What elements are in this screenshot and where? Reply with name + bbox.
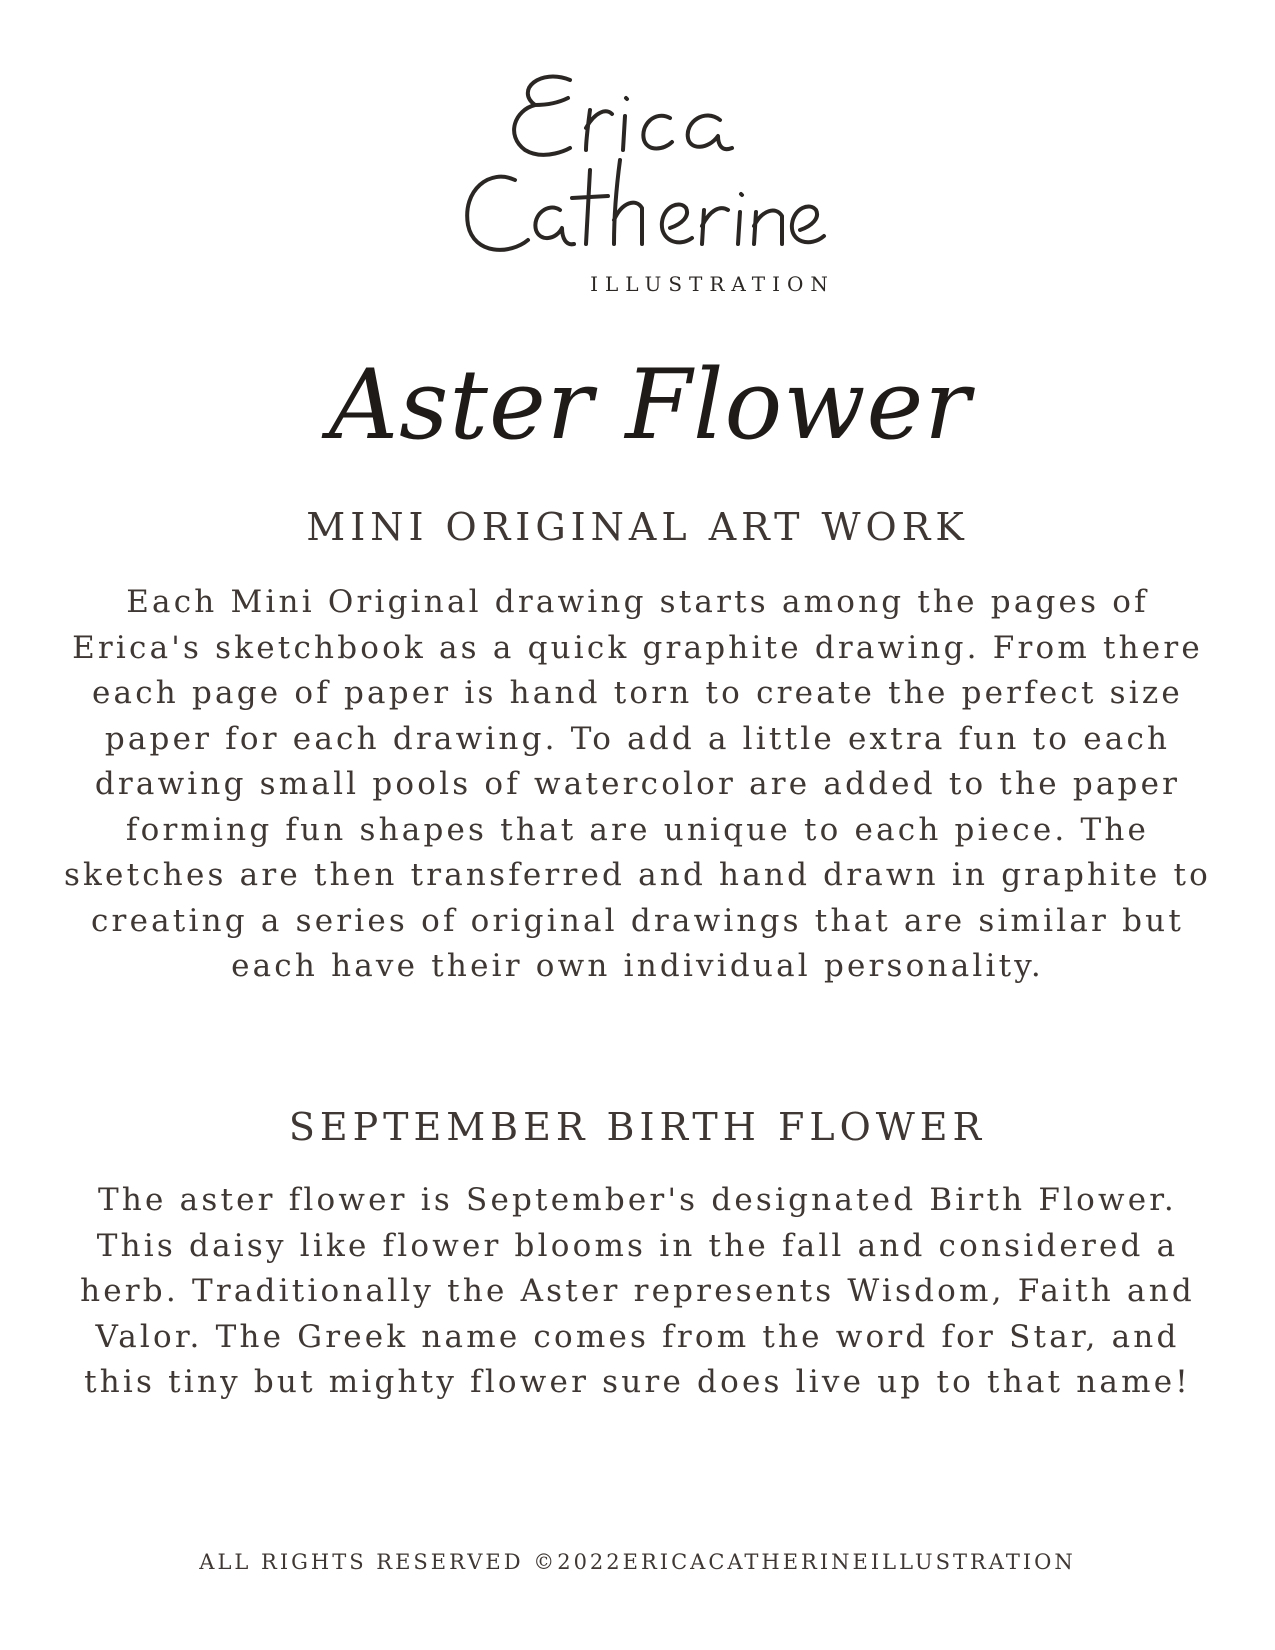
section-body-mini-original: Each Mini Original drawing starts among the pages of Erica's sketchbook as a quick graphite drawing. From there each page of paper is hand torn to create the perfect size paper for each drawing. To add a little extra fun to each drawing small pools of watercolor are added to the paper forming fun shapes that are unique to each piece. The sketches are then transferred and hand drawn in graphite to creating a series of original drawings that are similar but each have their own individual personality. bbox=[63, 584, 1212, 984]
page-title-text: Aster Flower bbox=[328, 349, 972, 461]
section-body-birth-flower: The aster flower is September's designated Birth Flower. This daisy like flower blooms in the fall and considered a herb. Traditionally the Aster represents Wisdom, Faith and Valor. The Greek name comes from the word for Star, and this tiny but mighty flower sure does live up to that name! bbox=[80, 1182, 1195, 1400]
logo-subtitle: ILLUSTRATION bbox=[590, 272, 835, 296]
copyright-footer: ALL RIGHTS RESERVED ©2022ERICACATHERINEILLUSTRATION bbox=[199, 1550, 1076, 1574]
section-heading-birth-flower: SEPTEMBER BIRTH FLOWER bbox=[288, 1105, 987, 1149]
page-title bbox=[300, 330, 1000, 480]
brand-logo-script bbox=[420, 50, 840, 310]
brand-logo bbox=[420, 50, 840, 310]
section-heading-mini-original: MINI ORIGINAL ART WORK bbox=[306, 505, 969, 549]
